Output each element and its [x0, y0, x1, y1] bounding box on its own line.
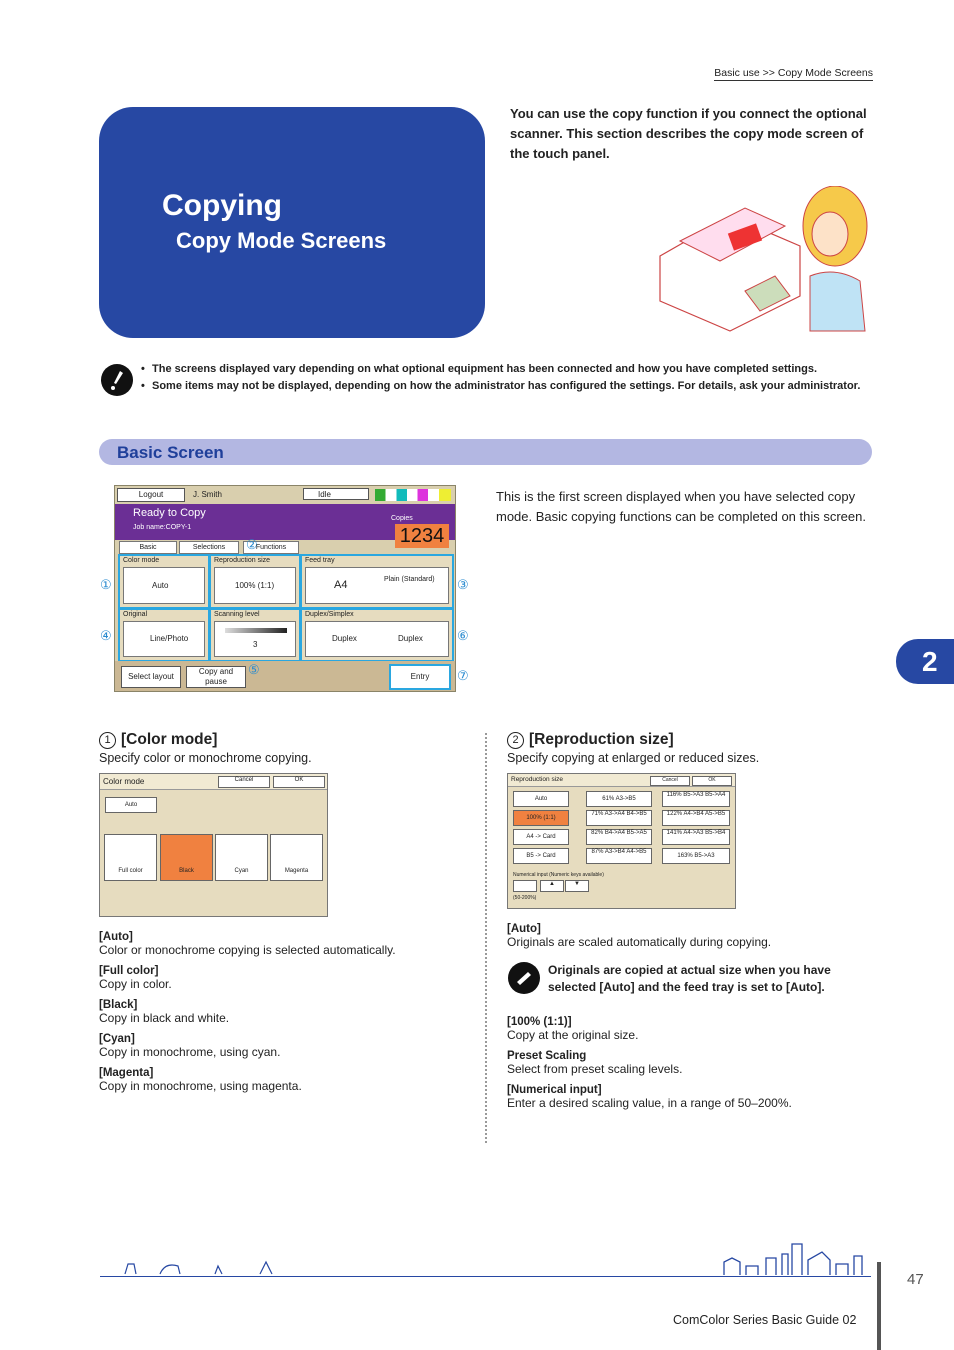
- section-number: 2: [507, 732, 524, 749]
- panel-value: Auto: [152, 581, 169, 590]
- panel-value: 100% (1:1): [235, 581, 275, 590]
- range-label: (50-200%): [513, 895, 537, 901]
- color-mode-panel[interactable]: [118, 554, 210, 609]
- def-term: [Magenta]: [99, 1067, 154, 1079]
- reproduction-size-panel[interactable]: [209, 554, 301, 609]
- scanning-level-panel[interactable]: [209, 608, 301, 662]
- def-term: [Full color]: [99, 965, 159, 977]
- panel-label: Original: [123, 611, 148, 618]
- tab-functions[interactable]: Functions: [243, 541, 299, 554]
- ready-status: Ready to Copy: [133, 507, 206, 519]
- note-item: • Some items may not be displayed, depending on how the administrator has configured the settings. For details, ask your administrator.: [141, 378, 871, 395]
- note-list: [141, 361, 871, 395]
- repro-desc: Specify copying at enlarged or reduced sizes.: [507, 751, 760, 765]
- color-mode-definitions: [99, 931, 469, 1101]
- def-desc: Color or monochrome copying is selected automatically.: [99, 943, 396, 957]
- logout-button[interactable]: Logout: [117, 488, 185, 502]
- def-term: Preset Scaling: [507, 1050, 587, 1062]
- def-desc: Copy in black and white.: [99, 1011, 230, 1025]
- panel-label: Reproduction size: [214, 557, 271, 564]
- panel-label: Color mode: [123, 557, 160, 564]
- repro-61-button[interactable]: 61% A3->B5: [586, 791, 652, 807]
- numerical-input-label: Numerical input (Numeric keys available): [513, 872, 604, 878]
- def-desc: Copy at the original size.: [507, 1028, 639, 1042]
- basic-screen-description: This is the first screen displayed when you have selected copy mode. Basic copying functions can be completed on this screen.: [496, 489, 866, 524]
- repro-71-button[interactable]: 71% A3->A4 B4->B5: [586, 810, 652, 826]
- callout-3: ③: [457, 577, 469, 592]
- page-subtitle: Copy Mode Screens: [176, 228, 387, 253]
- cancel-button[interactable]: Cancel: [650, 776, 690, 786]
- section-title: Basic Screen: [117, 443, 224, 462]
- callout-4: ④: [100, 628, 112, 643]
- def-desc: Enter a desired scaling value, in a range of 50–200%.: [507, 1096, 792, 1110]
- note-item: • The screens displayed vary depending on what optional equipment has been connected and how you have completed settings.: [141, 361, 871, 378]
- repro-163-button[interactable]: 163% B5->A3: [662, 848, 730, 864]
- repro-definitions-b: [507, 1016, 872, 1118]
- def-term: [100% (1:1)]: [507, 1016, 572, 1028]
- callout-1: ①: [100, 577, 112, 592]
- duplex-from: Duplex: [332, 634, 357, 643]
- status-badge: Idle: [303, 488, 369, 500]
- copier-illustration-icon: [650, 186, 872, 336]
- panel-label: Feed tray: [305, 557, 335, 564]
- repro-141-button[interactable]: 141% A4->A3 B5->B4: [662, 829, 730, 845]
- copies-counter[interactable]: 1234: [395, 524, 449, 548]
- callout-7: ⑦: [457, 668, 469, 683]
- repro-122-button[interactable]: 122% A4->B4 A5->B5: [662, 810, 730, 826]
- job-name: Job name:COPY-1: [133, 524, 192, 531]
- duplex-panel[interactable]: [300, 608, 454, 662]
- ink-level-icon: [375, 489, 451, 501]
- def-term: [Black]: [99, 999, 138, 1011]
- warning-note-icon: [101, 364, 133, 396]
- black-button[interactable]: Black: [160, 834, 213, 881]
- repro-a4-card-button[interactable]: A4 -> Card: [513, 829, 569, 845]
- decrease-button[interactable]: ▼: [565, 880, 589, 892]
- cancel-button[interactable]: Cancel: [218, 776, 270, 788]
- tip-icon: [508, 962, 540, 994]
- def-desc: Originals are scaled automatically during copying.: [507, 935, 772, 949]
- repro-116-button[interactable]: 116% B5->A3 B5->A4: [662, 791, 730, 807]
- def-term: [Auto]: [507, 923, 541, 935]
- page-title: Copying: [162, 189, 282, 222]
- screen-title: Color mode: [100, 774, 327, 790]
- callout-6: ⑥: [457, 628, 469, 643]
- panel-label: Duplex/Simplex: [305, 611, 354, 618]
- repro-auto-button[interactable]: Auto: [513, 791, 569, 807]
- section-header: [99, 439, 872, 465]
- magenta-button[interactable]: Magenta: [270, 834, 323, 881]
- footer-city-icon: [722, 1240, 868, 1276]
- duplex-to: Duplex: [398, 634, 423, 643]
- def-term: [Numerical input]: [507, 1084, 602, 1096]
- breadcrumb: Basic use >> Copy Mode Screens: [714, 67, 873, 79]
- tab-selections[interactable]: Selections: [179, 541, 239, 554]
- repro-100-button[interactable]: 100% (1:1): [513, 810, 569, 826]
- intro-text: You can use the copy function if you connect the optional scanner. This section describes the copy mode screen of the touch panel.: [510, 106, 867, 161]
- callout-2: ②: [246, 537, 258, 552]
- column-divider: [485, 733, 487, 1143]
- repro-definitions-a: [507, 923, 872, 957]
- repro-82-button[interactable]: 82% B4->A4 B5->A5: [586, 829, 652, 845]
- def-term: [Cyan]: [99, 1033, 135, 1045]
- def-desc: Copy in monochrome, using magenta.: [99, 1079, 302, 1093]
- feed-size: A4: [334, 579, 348, 591]
- footer-title: ComColor Series Basic Guide 02: [673, 1313, 857, 1327]
- screen-title: Reproduction size: [508, 774, 735, 787]
- repro-screen: [507, 773, 736, 909]
- basic-screen-mock: [114, 485, 456, 692]
- tip-text: Originals are copied at actual size when you have selected [Auto] and the feed tray is set to [Auto].: [548, 963, 831, 994]
- def-desc: Copy in monochrome, using cyan.: [99, 1045, 281, 1059]
- full-color-button[interactable]: Full color: [104, 834, 157, 881]
- copies-label: Copies: [391, 515, 413, 522]
- repro-87-button[interactable]: 87% A3->B4 A4->B5: [586, 848, 652, 864]
- numerical-input-field[interactable]: [513, 880, 537, 892]
- repro-b5-card-button[interactable]: B5 -> Card: [513, 848, 569, 864]
- chapter-tab: 2: [896, 639, 954, 684]
- original-panel[interactable]: [118, 608, 210, 662]
- panel-value: 3: [253, 640, 258, 649]
- tab-basic[interactable]: Basic: [119, 541, 177, 554]
- panel-value: Line/Photo: [150, 634, 189, 643]
- feed-paper: Plain (Standard): [384, 576, 435, 583]
- entry-button[interactable]: Entry: [389, 664, 451, 690]
- hero-banner: [99, 107, 485, 338]
- footer-bar: [877, 1262, 881, 1350]
- auto-button[interactable]: Auto: [105, 797, 157, 813]
- repro-heading: [507, 731, 872, 749]
- increase-button[interactable]: ▲: [540, 880, 564, 892]
- color-mode-desc: Specify color or monochrome copying.: [99, 751, 312, 765]
- cyan-button[interactable]: Cyan: [215, 834, 268, 881]
- ok-button[interactable]: OK: [273, 776, 325, 788]
- heading-text: [Color mode]: [121, 731, 218, 748]
- def-desc: Select from preset scaling levels.: [507, 1062, 683, 1076]
- user-name: J. Smith: [193, 490, 222, 499]
- def-desc: Copy in color.: [99, 977, 172, 991]
- color-mode-screen: [99, 773, 328, 917]
- panel-label: Scanning level: [214, 611, 260, 618]
- select-layout-button[interactable]: Select layout: [121, 666, 181, 688]
- def-term: [Auto]: [99, 931, 133, 943]
- footer-animals-icon: [120, 1258, 280, 1276]
- color-mode-heading: [99, 731, 469, 749]
- section-number: 1: [99, 732, 116, 749]
- heading-text: [Reproduction size]: [529, 731, 674, 748]
- feed-tray-panel[interactable]: [300, 554, 454, 609]
- page-number: 47: [907, 1271, 924, 1288]
- callout-5: ⑤: [248, 662, 260, 677]
- copy-and-pause-button[interactable]: Copy and pause: [186, 666, 246, 688]
- footer-rule: [100, 1276, 871, 1277]
- ok-button[interactable]: OK: [692, 776, 732, 786]
